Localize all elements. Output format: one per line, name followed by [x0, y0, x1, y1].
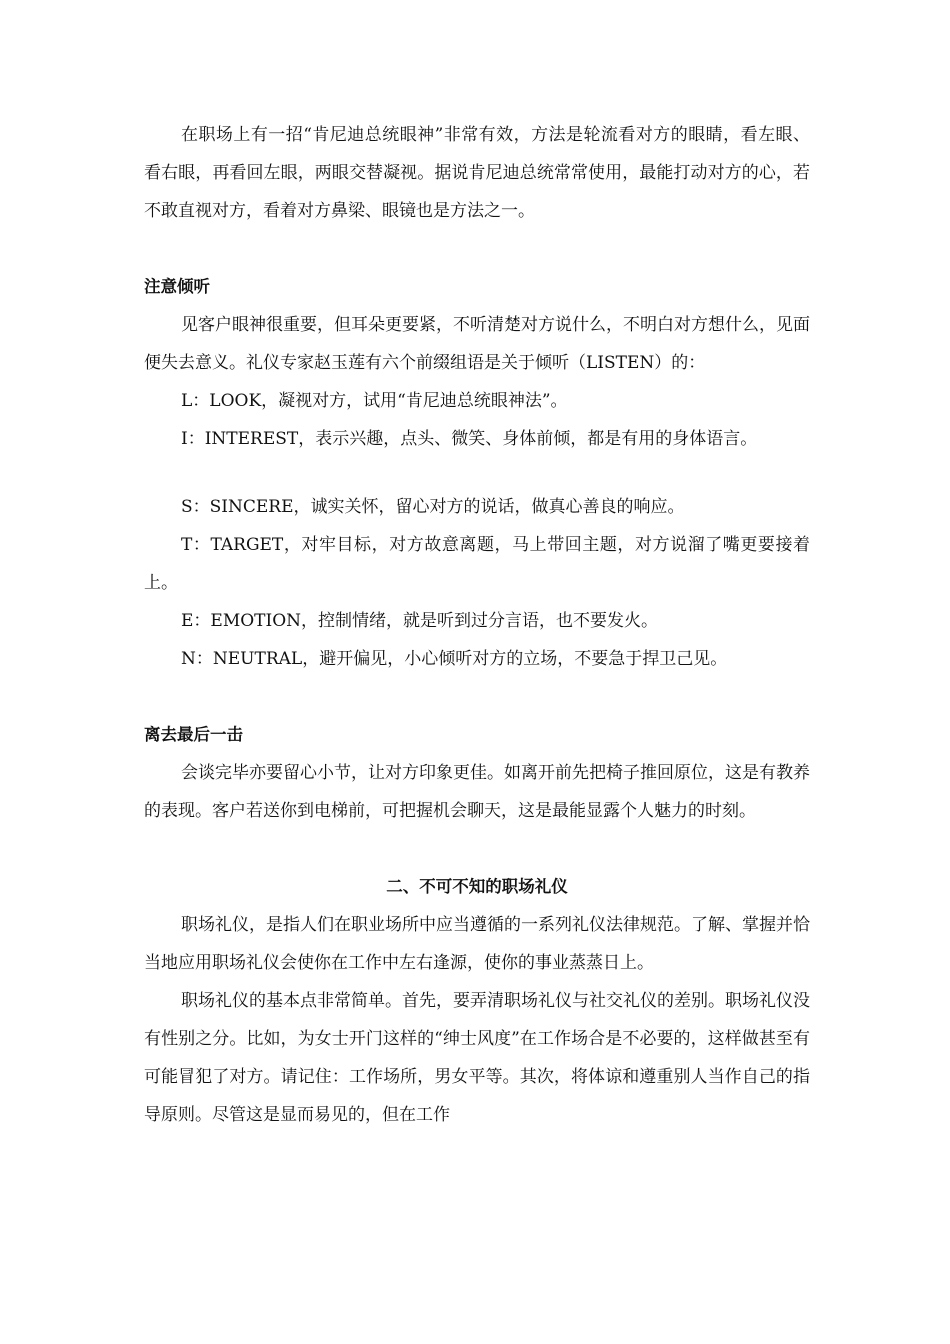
spacer — [144, 830, 810, 868]
etiquette-paragraph-2: 职场礼仪的基本点非常简单。首先，要弄清职场礼仪与社交礼仪的差别。职场礼仪没有性别之分。比如，为女士开门这样的“绅士风度”在工作场合是不必要的，这样做甚至有可能冒犯了对方。请记住：工作场所，男女平等。其次，将体谅和遵重别人当作自己的指导原则。尽管这是显而易见的，但在工作 — [144, 991, 810, 1125]
listen-item-e: E：EMOTION，控制情绪，就是听到过分言语，也不要发火。 — [181, 611, 659, 631]
leave-heading: 离去最后一击 — [144, 725, 243, 744]
listen-item-l: L：LOOK，凝视对方，试用“肯尼迪总统眼神法”。 — [181, 391, 568, 411]
leave-paragraph: 会谈完毕亦要留心小节，让对方印象更佳。如离开前先把椅子推回原位，这是有教养的表现。客户若送你到电梯前，可把握机会聊天，这是最能显露个人魅力的时刻。 — [144, 763, 810, 821]
intro-paragraph: 在职场上有一招“肯尼迪总统眼神”非常有效，方法是轮流看对方的眼睛，看左眼、看右眼，再看回左眼，两眼交替凝视。据说肯尼迪总统常常使用，最能打动对方的心，若不敢直视对方，看着对方鼻梁、眼镜也是方法之一。 — [144, 125, 810, 221]
listen-item-i: I：INTEREST，表示兴趣，点头、微笑、身体前倾，都是有用的身体语言。 — [181, 429, 758, 449]
listen-heading: 注意倾听 — [144, 277, 210, 296]
document-page — [144, 116, 810, 1134]
listen-item-t: T：TARGET，对牢目标，对方故意离题，马上带回主题，对方说溜了嘴更要接着上。 — [144, 535, 810, 593]
spacer — [144, 678, 810, 716]
spacer — [144, 458, 810, 488]
listen-paragraph: 见客户眼神很重要，但耳朵更要紧，不听清楚对方说什么，不明白对方想什么，见面便失去意义。礼仪专家赵玉莲有六个前缀组语是关于倾听（LISTEN）的： — [144, 315, 810, 373]
etiquette-paragraph-1: 职场礼仪，是指人们在职业场所中应当遵循的一系列礼仪法律规范。了解、掌握并恰当地应用职场礼仪会使你在工作中左右逢源，使你的事业蒸蒸日上。 — [144, 915, 810, 973]
listen-item-n: N：NEUTRAL，避开偏见，小心倾听对方的立场，不要急于捍卫己见。 — [181, 649, 728, 669]
section-title: 二、不可不知的职场礼仪 — [386, 877, 568, 896]
listen-item-s: S：SINCERE，诚实关怀，留心对方的说话，做真心善良的响应。 — [181, 497, 685, 517]
spacer — [144, 230, 810, 268]
